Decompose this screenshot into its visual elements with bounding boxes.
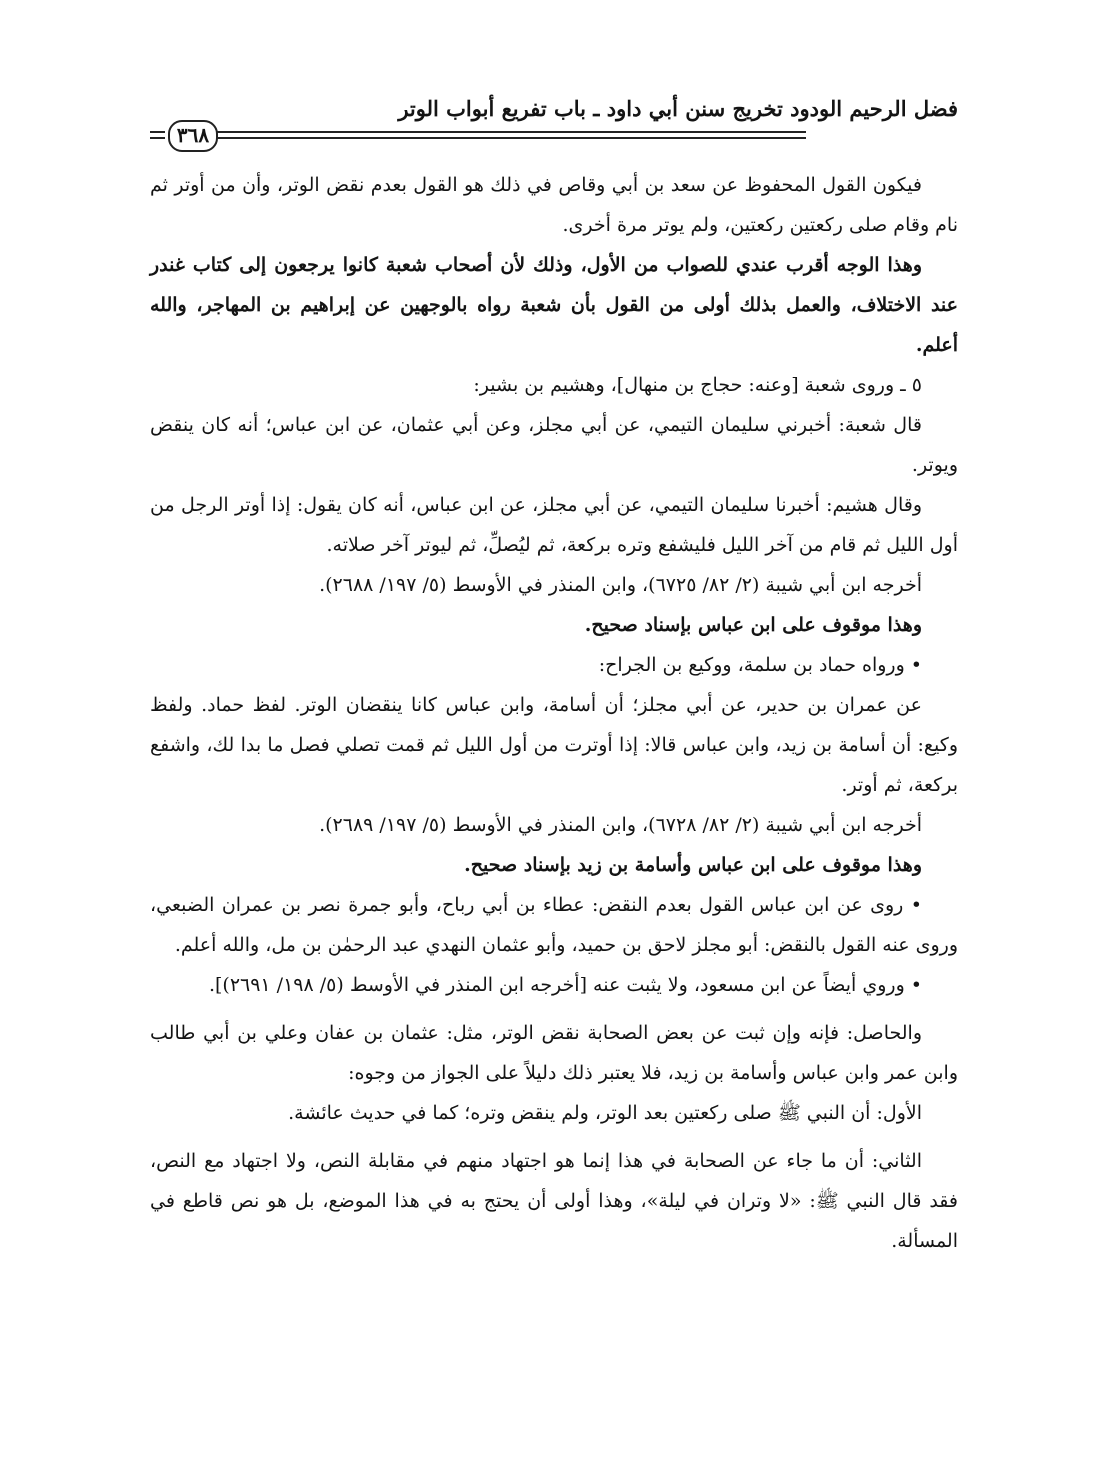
paragraph: الثاني: أن ما جاء عن الصحابة في هذا إنما هو اجتهاد منهم في مقابلة النص، ولا اجتهاد مع النص، فقد قال النبي ﷺ: «لا وتران في ليلة»، وهذا أولى أن يحتج به في هذا الموضع، بل هو نص قاطع في المسألة. [150, 1150, 958, 1252]
paragraph: • وروي أيضاً عن ابن مسعود، ولا يثبت عنه [أخرجه ابن المنذر في الأوسط (٥/ ١٩٨/ ٢٦٩١)]. [208, 974, 922, 996]
paragraph: وهذا الوجه أقرب عندي للصواب من الأول، وذلك لأن أصحاب شعبة كانوا يرجعون إلى كتاب غندر عند الاختلاف، والعمل بذلك أولى من القول بأن شعبة رواه بالوجهين عن إبراهيم بن المهاجر، والله أعلم. [150, 254, 958, 356]
paragraph: فيكون القول المحفوظ عن سعد بن أبي وقاص في ذلك هو القول بعدم نقض الوتر، وأن من أوتر ثم نام وقام صلى ركعتين ركعتين، ولم يوتر مرة أخرى. [150, 174, 958, 236]
header-rule [214, 137, 806, 139]
paragraph: وقال هشيم: أخبرنا سليمان التيمي، عن أبي مجلز، عن ابن عباس، أنه كان يقول: إذا أوتر الرجل من أول الليل ثم قام من آخر الليل فليشفع وتره بركعة، ثم ليُصلِّ، ثم ليوتر آخر صلاته. [150, 494, 958, 556]
verdict: وهذا موقوف على ابن عباس بإسناد صحيح. [584, 614, 922, 636]
paragraph: • ورواه حماد بن سلمة، ووكيع بن الجراح: [598, 654, 922, 676]
paragraph: قال شعبة: أخبرني سليمان التيمي، عن أبي مجلز، وعن أبي عثمان، عن ابن عباس؛ أنه كان ينقض ويوتر. [150, 414, 958, 476]
spacer [150, 1005, 958, 1013]
citation: أخرجه ابن أبي شيبة (٢/ ٨٢/ ٦٧٢٥)، وابن المنذر في الأوسط (٥/ ١٩٧/ ٢٦٨٨). [319, 574, 922, 596]
page-body [150, 165, 958, 1261]
header-rule [150, 131, 165, 133]
paragraph: والحاصل: فإنه وإن ثبت عن بعض الصحابة نقض الوتر، مثل: عثمان بن عفان وعلي بن أبي طالب وابن عمر وابن عباس وأسامة بن زيد، فلا يعتبر ذلك دليلاً على الجواز من وجوه: [150, 1022, 958, 1084]
header-rule [214, 131, 806, 133]
running-title: فضل الرحيم الودود تخريج سنن أبي داود ـ باب تفريع أبواب الوتر [398, 96, 958, 121]
header-rule [150, 137, 165, 139]
paragraph: عن عمران بن حدير، عن أبي مجلز؛ أن أسامة، وابن عباس كانا ينقضان الوتر. لفظ حماد. ولفظ وكيع: أن أسامة بن زيد، وابن عباس قالا: إذا أوترت من أول الليل ثم قمت تصلي فصل ما بدا لك، واشفع بركعة، ثم أوتر. [150, 694, 958, 796]
paragraph: • روى عن ابن عباس القول بعدم النقض: عطاء بن أبي رباح، وأبو جمرة نصر بن عمران الضبعي، وروى عنه القول بالنقض: أبو مجلز لاحق بن حميد، وأبو عثمان النهدي عبد الرحمٰن بن مل، والله أعلم. [150, 894, 958, 956]
citation: أخرجه ابن أبي شيبة (٢/ ٨٢/ ٦٧٢٨)، وابن المنذر في الأوسط (٥/ ١٩٧/ ٢٦٨٩). [319, 814, 922, 836]
page-number: ٣٦٨ [168, 120, 218, 152]
verdict: وهذا موقوف على ابن عباس وأسامة بن زيد بإسناد صحيح. [464, 854, 922, 876]
spacer [150, 1133, 958, 1141]
page-header [150, 95, 958, 155]
paragraph: ٥ ـ وروى شعبة [وعنه: حجاج بن منهال]، وهشيم بن بشير: [473, 374, 922, 396]
paragraph: الأول: أن النبي ﷺ صلى ركعتين بعد الوتر، ولم ينقض وتره؛ كما في حديث عائشة. [288, 1102, 922, 1124]
